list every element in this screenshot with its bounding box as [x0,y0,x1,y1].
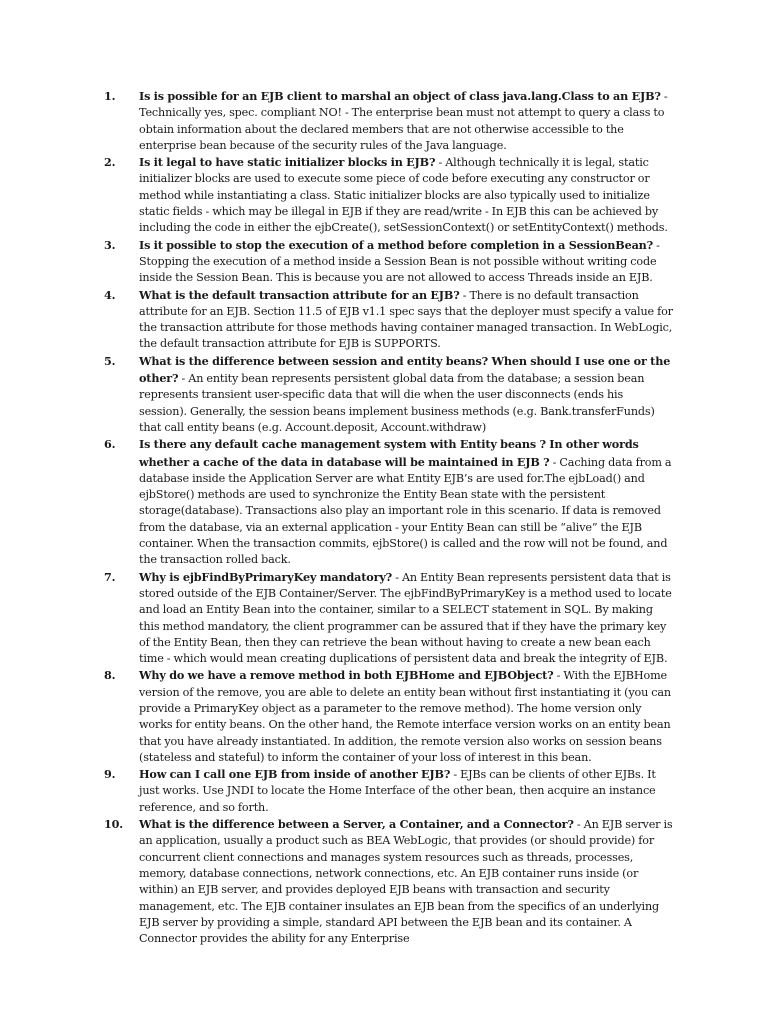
answer-text: There is no default transaction attribute for an EJB. Section 11.5 of EJB v1.1 spec says that the deployer must specify a value for the transaction attribute for those methods having container managed transaction. In WebLogic, the default transaction attribute for EJB is SUPPORTS. [139,288,673,351]
faq-item: 6. Is there any default cache management system with Entity beans ? In other words whether a cache of the data in database will be maintained in EJB ? - Caching data from a database inside the Application Server are what Entity EJB’s are used for.The ejbLoad() and ejbStore() methods are used to synchronize the Entity Bean state with the persistent storage(database). Transactions also play an important role in this scenario. If data is removed from the database, via an external application - your Entity Bean can still be “alive” the EJB container. When the transaction commits, ejbStore() is called and the row will not be found, and the transaction rolled back. [104,437,672,567]
item-number: 8. [104,668,116,683]
question-text: What is the default transaction attribute for an EJB? [139,287,460,302]
item-number: 6. [104,437,116,452]
item-number: 2. [104,155,116,170]
faq-item: 3. Is it possible to stop the execution of a method before completion in a SessionBean? - Stopping the execution of a method inside a Session Bean is not possible without writing code inside the Session Bean. This is because you are not allowed to access Threads inside an EJB. [104,237,660,285]
question-text: Is it possible to stop the execution of a method before completion in a SessionBean? [139,237,654,252]
faq-item: 4. What is the default transaction attribute for an EJB? - There is no default transaction attribute for an EJB. Section 11.5 of EJB v1.1 spec says that the deployer must specify a value for the transaction attribute for those methods having container managed transaction. In WebLogic, the default transaction attribute for EJB is SUPPORTS. [104,287,673,351]
question-text: Is there any default cache management system with Entity beans ? In other words whether a cache of the data in database will be maintained in EJB ? [139,437,639,469]
faq-item: 8. Why do we have a remove method in both EJBHome and EJBObject? - With the EJBHome version of the remove, you are able to delete an entity bean without first instantiating it (you can provide a PrimaryKey object as a parameter to the remove method). The home version only works for entity beans. On the other hand, the Remote interface version works on an entity bean that you have already instantiated. In addition, the remote version also works on session beans (stateless and stateful) to inform the container of your loss of interest in this bean. [104,668,671,764]
answer-text: Stopping the execution of a method inside a Session Bean is not possible without writing code inside the Session Bean. This is because you are not allowed to access Threads inside an EJB. [139,254,657,285]
answer-text: An entity bean represents persistent global data from the database; a session bean represents transient user-specific data that will die when the user disconnects (ends his session). Generally, the session beans implement business methods (e.g. Bank.transferFunds) that call entity beans (e.g. Account.deposit, Account.withdraw) [139,372,655,434]
faq-item: 5. What is the difference between session and entity beans? When should I use one or the other? - An entity bean represents persistent global data from the database; a session bean represents transient user-specific data that will die when the user disconnects (ends his session). Generally, the session beans implement business methods (e.g. Bank.transferFunds) that call entity beans (e.g. Account.deposit, Account.withdraw) [104,353,671,434]
answer-text: Although technically it is legal, static initializer blocks are used to execute some piece of code before executing any constructor or method while instantiating a class. Static initializer blocks are also typically used to initialize static fields - which may be illegal in EJB if they are read/write - In EJB this can be achieved by including the code in either the ejbCreate(), setSessionContext() or setEntityContext() methods. [139,156,668,235]
question-text: Why do we have a remove method in both EJBHome and EJBObject? [139,668,554,683]
item-number: 9. [104,767,116,782]
faq-item: 7. Why is ejbFindByPrimaryKey mandatory? - An Entity Bean represents persistent data that is stored outside of the EJB Container/Server. The ejbFindByPrimaryKey is a method used to locate and load an Entity Bean into the container, similar to a SELECT statement in SQL. By making this method mandatory, the client programmer can be assured that if they have the primary key of the Entity Bean, then they can retrieve the bean without having to create a new bean each time - which would mean creating duplications of persistent data and break the integrity of EJB. [104,569,672,666]
faq-list [0,88,768,947]
answer-text: An Entity Bean represents persistent data that is stored outside of the EJB Container/Server. The ejbFindByPrimaryKey is a method used to locate and load an Entity Bean into the container, similar to a SELECT statement in SQL. By making this method mandatory, the client programmer can be assured that if they have the primary key of the Entity Bean, then they can retrieve the bean without having to create a new bean each time - which would mean creating duplications of persistent data and break the integrity of EJB. [139,570,672,666]
question-text: Is it legal to have static initializer blocks in EJB? [139,155,436,170]
answer-text: EJBs can be clients of other EJBs. It just works. Use JNDI to locate the Home Interface of the other bean, then acquire an instance reference, and so forth. [139,768,656,814]
question-text: How can I call one EJB from inside of another EJB? [139,767,451,782]
question-text: Why is ejbFindByPrimaryKey mandatory? [139,569,393,584]
item-number: 4. [104,287,116,302]
answer-text: With the EJBHome version of the remove, you are able to delete an entity bean without first instantiating it (you can provide a PrimaryKey object as a parameter to the remove method). The home version only works for entity beans. On the other hand, the Remote interface version works on an entity bean that you have already instantiated. In addition, the remote version also works on session beans (stateless and stateful) to inform the container of your loss of interest in this bean. [139,669,671,764]
question-text: Is is possible for an EJB client to marshal an object of class java.lang.Class to an EJB? [139,89,661,103]
item-number: 1. [104,89,116,103]
faq-item: 9. How can I call one EJB from inside of another EJB? - EJBs can be clients of other EJBs. It just works. Use JNDI to locate the Home Interface of the other bean, then acquire an instance reference, and so forth. [104,767,656,814]
item-number: 5. [104,353,116,368]
faq-item: 1. Is is possible for an EJB client to marshal an object of class java.lang.Class to an EJB? - Technically yes, spec. compliant NO! - The enterprise bean must not attempt to query a class to obtain information about the declared members that are not otherwise accessible to the enterprise bean because of the security rules of the Java language. [104,89,668,152]
faq-item: 10. What is the difference between a Server, a Container, and a Connector? - An EJB server is an application, usually a product such as BEA WebLogic, that provides (or should provide) for concurrent client connections and manages system resources such as threads, processes, memory, database connections, network connections, etc. An EJB container runs inside (or within) an EJB server, and provides deployed EJB beans with transaction and security management, etc. The EJB container insulates an EJB bean from the specifics of an underlying EJB server by providing a simple, standard API between the EJB bean and its container. A Connector provides the ability for any Enterprise [104,817,673,946]
answer-text: An EJB server is an application, usually a product such as BEA WebLogic, that provides (or should provide) for concurrent client connections and manages system resources such as threads, processes, memory, database connections, network connections, etc. An EJB container runs inside (or within) an EJB server, and provides deployed EJB beans with transaction and security management, etc. The EJB container insulates an EJB bean from the specifics of an underlying EJB server by providing a simple, standard API between the EJB bean and its container. A Connector provides the ability for any Enterprise [139,818,673,946]
question-text: What is the difference between a Server, a Container, and a Connector? [139,817,574,832]
answer-text: Caching data from a database inside the Application Server are what Entity EJB’s are used for.The ejbLoad() and ejbStore() methods are used to synchronize the Entity Bean state with the persistent storage(database). Transactions also play an important role in this scenario. If data is removed from the database, via an external application - your Entity Bean can still be “alive” the EJB container. When the transaction commits, ejbStore() is called and the row will not be found, and the transaction rolled back. [139,455,672,567]
item-number: 3. [104,237,116,252]
answer-text: Technically yes, spec. compliant NO! - The enterprise bean must not attempt to query a class to obtain information about the declared members that are not otherwise accessible to the enterprise bean because of the security rules of the Java language. [139,106,665,152]
faq-item: 2. Is it legal to have static initializer blocks in EJB? - Although technically it is legal, static initializer blocks are used to execute some piece of code before executing any constructor or method while instantiating a class. Static initializer blocks are also typically used to initialize static fields - which may be illegal in EJB if they are read/write - In EJB this can be achieved by including the code in either the ejbCreate(), setSessionContext() or setEntityContext() methods. [104,155,668,235]
item-number: 7. [104,569,116,584]
item-number: 10. [104,817,124,832]
question-text: What is the difference between session and entity beans? When should I use one or the other? [139,353,671,386]
